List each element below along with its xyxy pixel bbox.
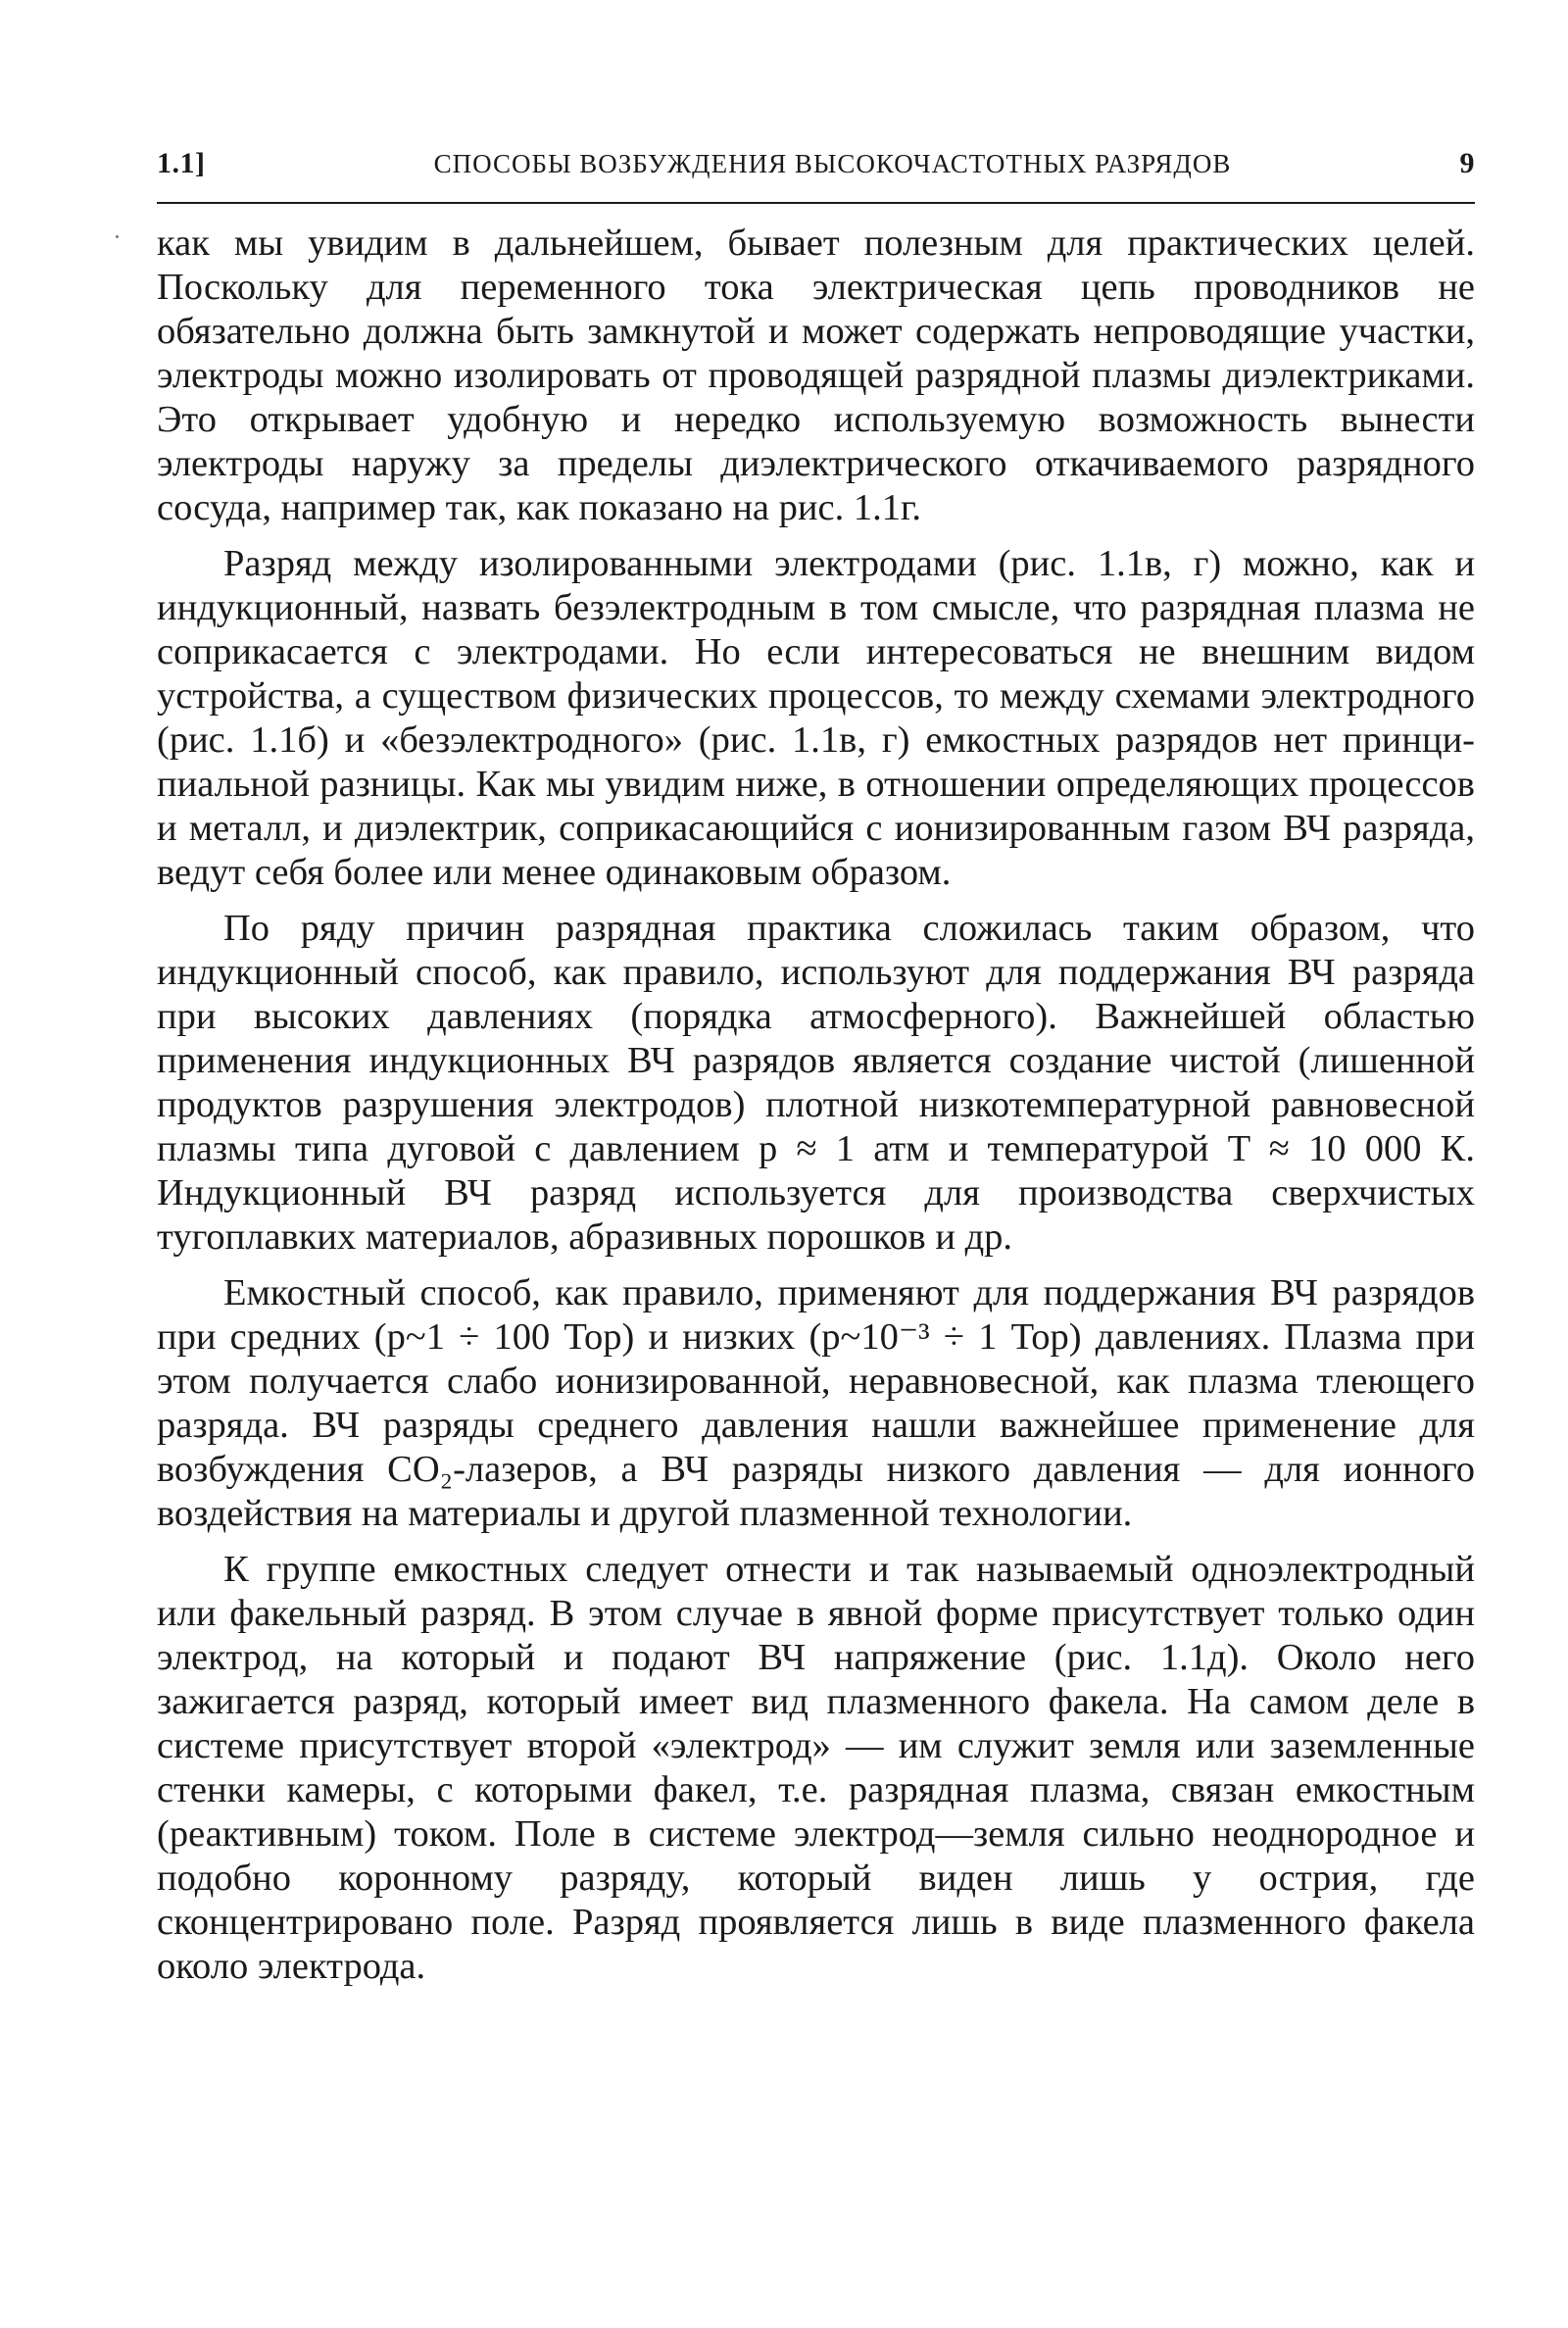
paragraph-inductive-method: По ряду причин разрядная практика сложилась таким образом, что индукционный способ, как правило, используют для поддержания ВЧ разряда при высоких давлениях (порядка атмосферного). Важнейшей областью применения индукционных ВЧ разрядов является создание чистой (лишенной продуктов разрушения электродов) плотной низкотемпературной равновесной плазмы типа дуговой с давлением p ≈ 1 атм и температурой T ≈ 10 000 К. Индукционный ВЧ разряд используется для производства сверхчистых тугоплавких материалов, абразивных порошков и др.	[157, 908, 1475, 1258]
running-head	[157, 147, 1475, 204]
paragraph-continuation: как мы увидим в дальнейшем, бывает полезным для практических целей. Поскольку для переменного тока электрическая цепь проводников не обязательно должна быть замкнутой и может содержать непроводящие участки, электроды можно изолировать от проводящей разрядной плазмы диэлектриками. Это открывает удобную и нередко используемую возможность вынести электроды наружу за пределы диэлектрического откачиваемого разрядного сосуда, например так, как показано на рис. 1.1г.	[157, 223, 1475, 528]
scan-edge-mark	[116, 235, 119, 238]
paragraph-capacitive-method: Емкостный способ, как правило, применяют для поддержания ВЧ разрядов при средних (p~1 ÷ 100 Тор) и низких (p~10⁻³ ÷ 1 Тор) давлениях. Плазма при этом получается слабо ионизированной, неравновесной, как плазма тлеющего разряда. ВЧ разряды среднего давления нашли важнейшее применение для возбуждения CO₂-лазеров, а ВЧ разряды низкого давления — для ионного воздействия на материалы и другой плазменной технологии.	[157, 1272, 1475, 1534]
paragraph-electrodeless-discharge: Разряд между изолированными электродами (рис. 1.1в, г) можно, как и индукционный, назвать безэлектродным в том смысле, что разрядная плазма не соприкасается с электродами. Но если интересоваться не внешним видом устройства, а существом физических процессов, то между схемами электродного (рис. 1.1б) и «безэлектродного» (рис. 1.1в, г) емкостных разрядов нет принципиальной разницы. Как мы увидим ниже, в отношении определяющих процессов и металл, и диэлектрик, соприкасающийся с ионизированным газом ВЧ разряда, ведут себя более или менее одинаковым образом.	[157, 543, 1475, 893]
body-text	[157, 222, 1475, 1989]
running-head-title: СПОСОБЫ ВОЗБУЖДЕНИЯ ВЫСОКОЧАСТОТНЫХ РАЗРЯДОВ	[433, 149, 1232, 178]
page-number: 9	[1459, 147, 1475, 179]
section-reference: 1.1]	[157, 147, 206, 179]
paragraph-torch-discharge: К группе емкостных следует отнести и так называемый одноэлектродный или факельный разряд. В этом случае в явной форме присутствует только один электрод, на который и подают ВЧ напряжение (рис. 1.1д). Около него зажигается разряд, который имеет вид плазменного факела. На самом деле в системе присутствует второй «электрод» — им служит земля или заземленные стенки камеры, с которыми факел, т.е. разрядная плазма, связан емкостным (реактивным) током. Поле в системе электрод—земля сильно неоднородное и подобно коронному разряду, который виден лишь у острия, где сконцентрировано поле. Разряд проявляется лишь в виде плазменного факела около электрода.	[157, 1549, 1475, 1987]
book-page	[157, 147, 1475, 1989]
